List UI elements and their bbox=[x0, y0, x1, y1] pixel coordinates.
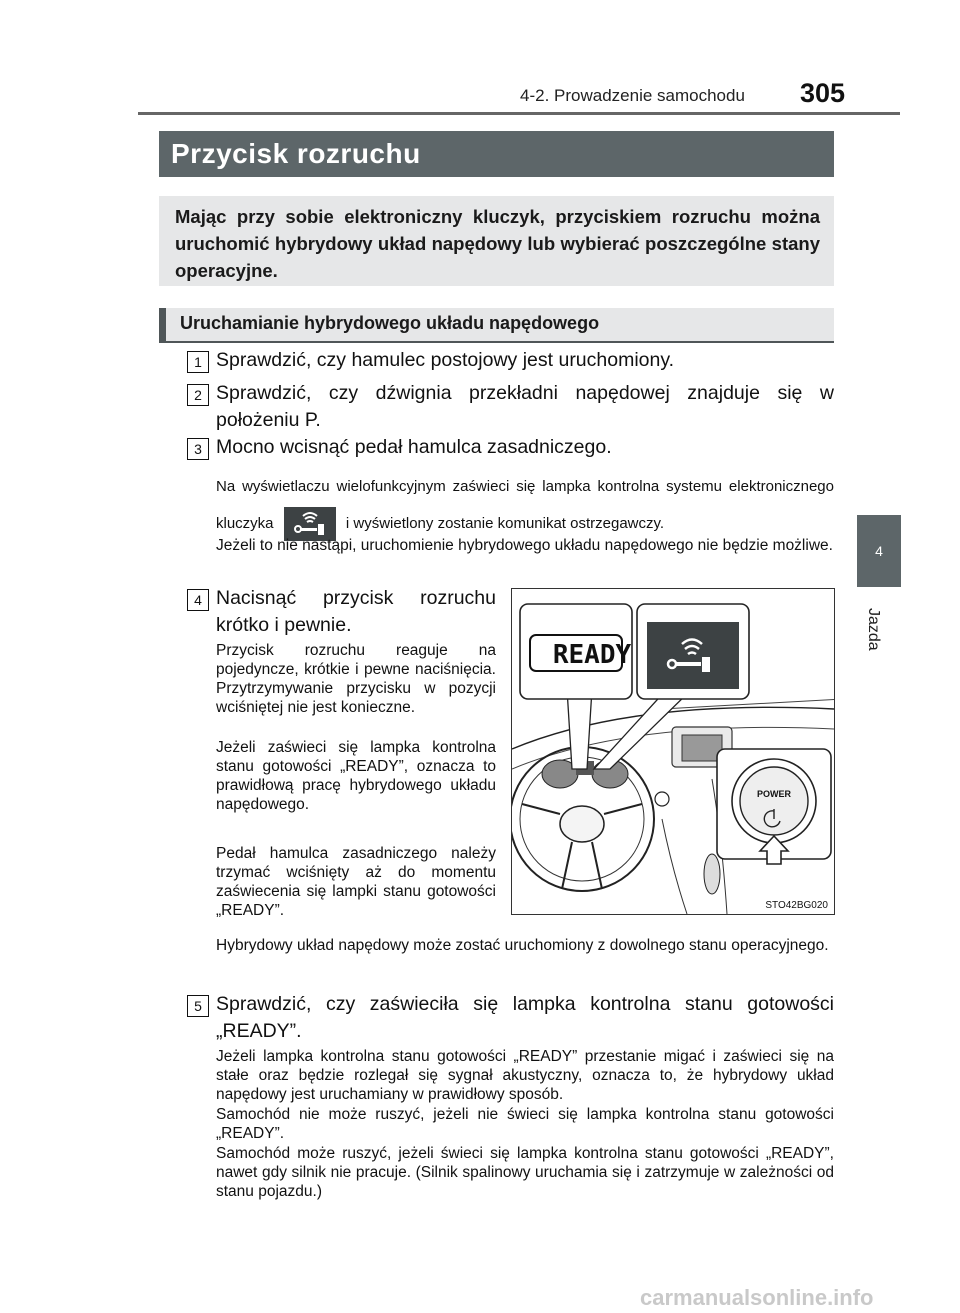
step-note bbox=[216, 468, 834, 542]
intro-box bbox=[159, 196, 834, 286]
chapter-tab: 4 bbox=[857, 515, 901, 587]
step-note: Samochód może ruszyć, jeżeli świeci się lampka kontrolna stanu gotowości „READY”, nawet gdy silnik nie pracuje. (Silnik spalinowy uruchamia się i zatrzymuje w zależności od stanu pojazdu.) bbox=[216, 1145, 834, 1200]
step-text: Sprawdzić, czy zaświeciła się lampka kontrolna stanu gotowości „READY”. bbox=[216, 993, 834, 1042]
step-text: Sprawdzić, czy hamulec postojowy jest uruchomiony. bbox=[216, 349, 675, 371]
power-button-label: POWER bbox=[756, 789, 791, 799]
watermark: carmanualsonline.info bbox=[640, 1285, 874, 1310]
subheading-bar bbox=[159, 308, 834, 341]
step-note: Jeżeli zaświeci się lampka kontrolna stanu gotowości „READY”, oznacza to prawidłową pracę hybrydowego układu napędowego. bbox=[216, 739, 496, 813]
step-text: Mocno wcisnąć pedał hamulca zasadniczego. bbox=[216, 436, 612, 458]
step-number: 5 bbox=[187, 995, 209, 1017]
step-number: 4 bbox=[187, 589, 209, 611]
subheading-divider bbox=[159, 341, 834, 343]
chapter-label: Jazda bbox=[865, 608, 882, 651]
ready-indicator-label: READY bbox=[552, 640, 632, 670]
intro-text: Mając przy sobie elektroniczny kluczyk, przyciskiem rozruchu można uruchomić hybrydowy układ napędowy lub wybierać poszczególne stany operacyjne. bbox=[175, 206, 820, 281]
step-note: Przycisk rozruchu reaguje na pojedyncze, krótkie i pewne naciśnięcia. Przytrzymywanie przycisku w pozycji wciśniętej nie jest konieczne. bbox=[216, 642, 496, 716]
step-note: Jeżeli lampka kontrolna stanu gotowości „READY” przestanie migać i zaświeci się na stałe oraz będzie rozlegał się sygnał akustyczny, oznacza to, że hybrydowy układ napędowy jest uruchamiany w prawidłowy sposób. bbox=[216, 1048, 834, 1103]
page-title: Przycisk rozruchu bbox=[171, 138, 421, 169]
step-note: Hybrydowy układ napędowy może zostać uruchomiony z dowolnego stanu operacyjnego. bbox=[216, 937, 829, 954]
header-section-title: 4-2. Prowadzenie samochodu bbox=[520, 86, 745, 105]
chapter-label-container bbox=[852, 590, 904, 650]
step-text: Sprawdzić, czy dźwignia przekładni napędowej znajduje się w położeniu P. bbox=[216, 382, 834, 431]
header-divider bbox=[138, 112, 900, 115]
step-number: 1 bbox=[187, 351, 209, 373]
figure-code: STO42BG020 bbox=[765, 900, 828, 911]
step-number: 2 bbox=[187, 384, 209, 406]
step-text: Nacisnąć przycisk rozruchu krótko i pewnie. bbox=[216, 587, 496, 636]
step-note: Pedał hamulca zasadniczego należy trzymać wciśnięty aż do momentu zaświecenia się lampki stanu gotowości „READY”. bbox=[216, 845, 496, 919]
step-note: Samochód nie może ruszyć, jeżeli nie świeci się lampka kontrolna stanu gotowości „READY”. bbox=[216, 1106, 834, 1142]
subheading: Uruchamianie hybrydowego układu napędowego bbox=[180, 313, 600, 333]
step-number: 3 bbox=[187, 438, 209, 460]
step-note-text: Na wyświetlaczu wielofunkcyjnym zaświeci się lampka kontrolna systemu elektronicznego kluczyka bbox=[216, 478, 834, 532]
step-note: Jeżeli to nie nastąpi, uruchomienie hybrydowego układu napędowego nie będzie możliwe. bbox=[216, 537, 833, 554]
step-note-text: i wyświetlony zostanie komunikat ostrzegawczy. bbox=[345, 515, 665, 532]
page-number: 305 bbox=[800, 78, 846, 108]
page-title-bar bbox=[159, 131, 834, 177]
power-button-illustration bbox=[511, 588, 835, 915]
